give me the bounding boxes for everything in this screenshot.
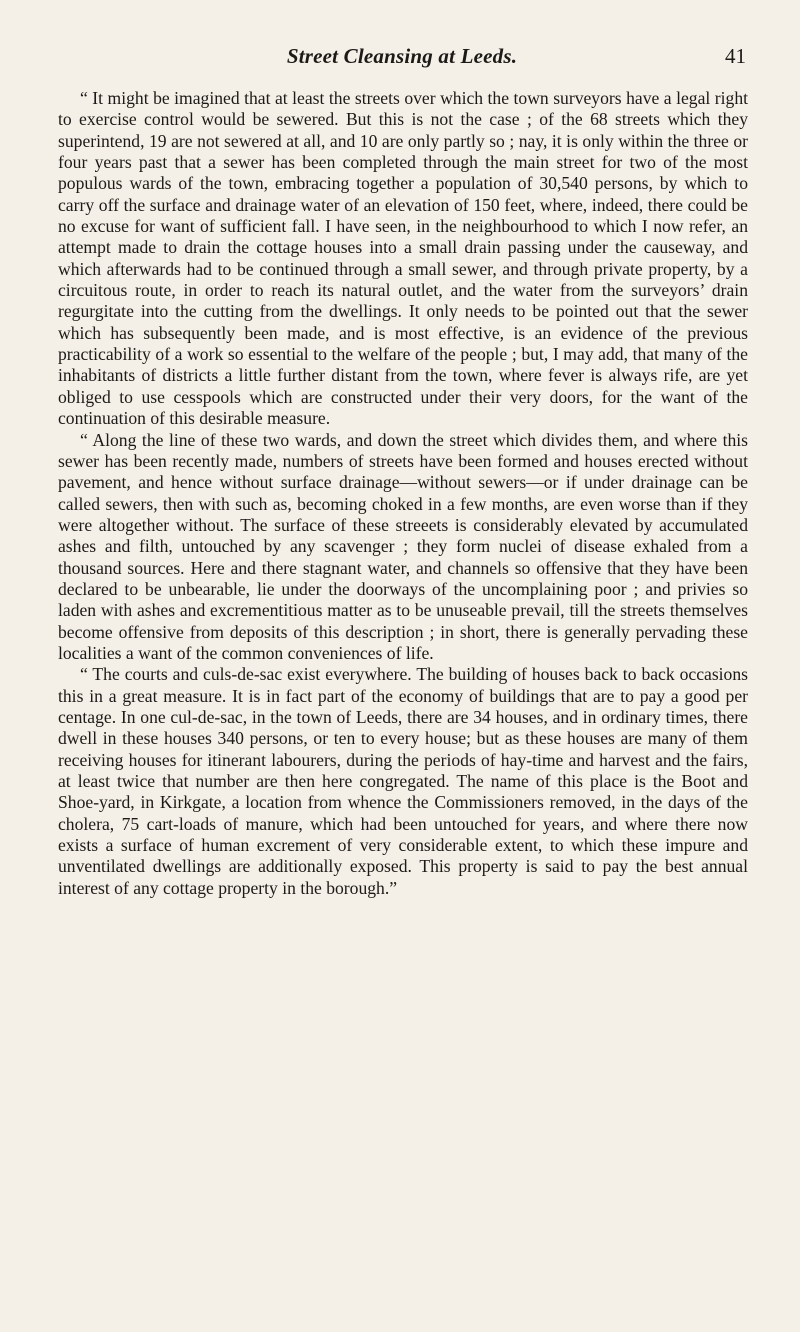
page-header: [58, 44, 746, 76]
body-text: [58, 88, 748, 899]
paragraph-2: “ Along the line of these two wards, and down the street which divides them, and where this sewer has been recently made, numbers of streets have been formed and houses erected without pavement, and hence without surface drainage—without sewers—or if under drainage can be called sewers, then with such as, becoming choked in a few months, are even worse than if they were altogether without. The surface of these streeets is considerably elevated by accumulated ashes and filth, untouched by any scavenger ; they form nuclei of disease exhaled from a thousand sources. Here and there stagnant water, and channels so offensive that they have been declared to be unbearable, lie under the doorways of the uncomplaining poor ; and privies so laden with ashes and excrementitious matter as to be unuseable prevail, till the streets themselves become offensive from deposits of this description ; in short, there is generally pervading these localities a want of the common conveniences of life.: [58, 429, 748, 663]
running-title: Street Cleansing at Leeds.: [286, 44, 518, 68]
paragraph-1: “ It might be imagined that at least the streets over which the town surveyors have a legal right to exercise control would be sewered. But this is not the case ; of the 68 streets which they superintend, 19 are not sewered at all, and 10 are only partly so ; nay, it is only within the three or four years past that a sewer has been completed through the main street for two of the most populous wards of the town, embracing together a population of 30,540 persons, by which to carry off the surface and drainage water of an elevation of 150 feet, where, indeed, there could be no excuse for want of sufficient fall. I have seen, in the neighbourhood to which I now refer, an attempt made to drain the cottage houses into a small drain passing under the causeway, and which afterwards had to be continued through a small sewer, and through private property, by a circuitous route, in order to reach its natural outlet, and the water from the surveyors’ drain regurgitate into the cutting from the dwellings. It only needs to be pointed out that the sewer which has subsequently been made, and is most effective, is an evidence of the previous practicability of a work so essential to the welfare of the people ; but, I may add, that many of the inhabitants of districts a little further distant from the town, where fever is always rife, are yet obliged to use cesspools which are constructed under their very doors, for the want of the continuation of this desirable measure.: [58, 88, 748, 429]
paragraph-3: “ The courts and culs-de-sac exist everywhere. The building of houses back to back occasions this in a great measure. It is in fact part of the economy of buildings that are to pay a good per centage. In one cul-de-sac, in the town of Leeds, there are 34 houses, and in ordinary times, there dwell in these houses 340 persons, or ten to every house; but as these houses are many of them receiving houses for itinerant labourers, during the periods of hay-time and harvest and the fairs, at least twice that number are then here congregated. The name of this place is the Boot and Shoe-yard, in Kirkgate, a location from whence the Commissioners removed, in the days of the cholera, 75 cart-loads of manure, which had been untouched for years, and where there now exists a surface of human excrement of very considerable extent, to which these impure and unventilated dwellings are additionally exposed. This property is said to pay the best annual interest of any cottage property in the borough.”: [58, 664, 748, 898]
page-number: 41: [725, 44, 746, 68]
